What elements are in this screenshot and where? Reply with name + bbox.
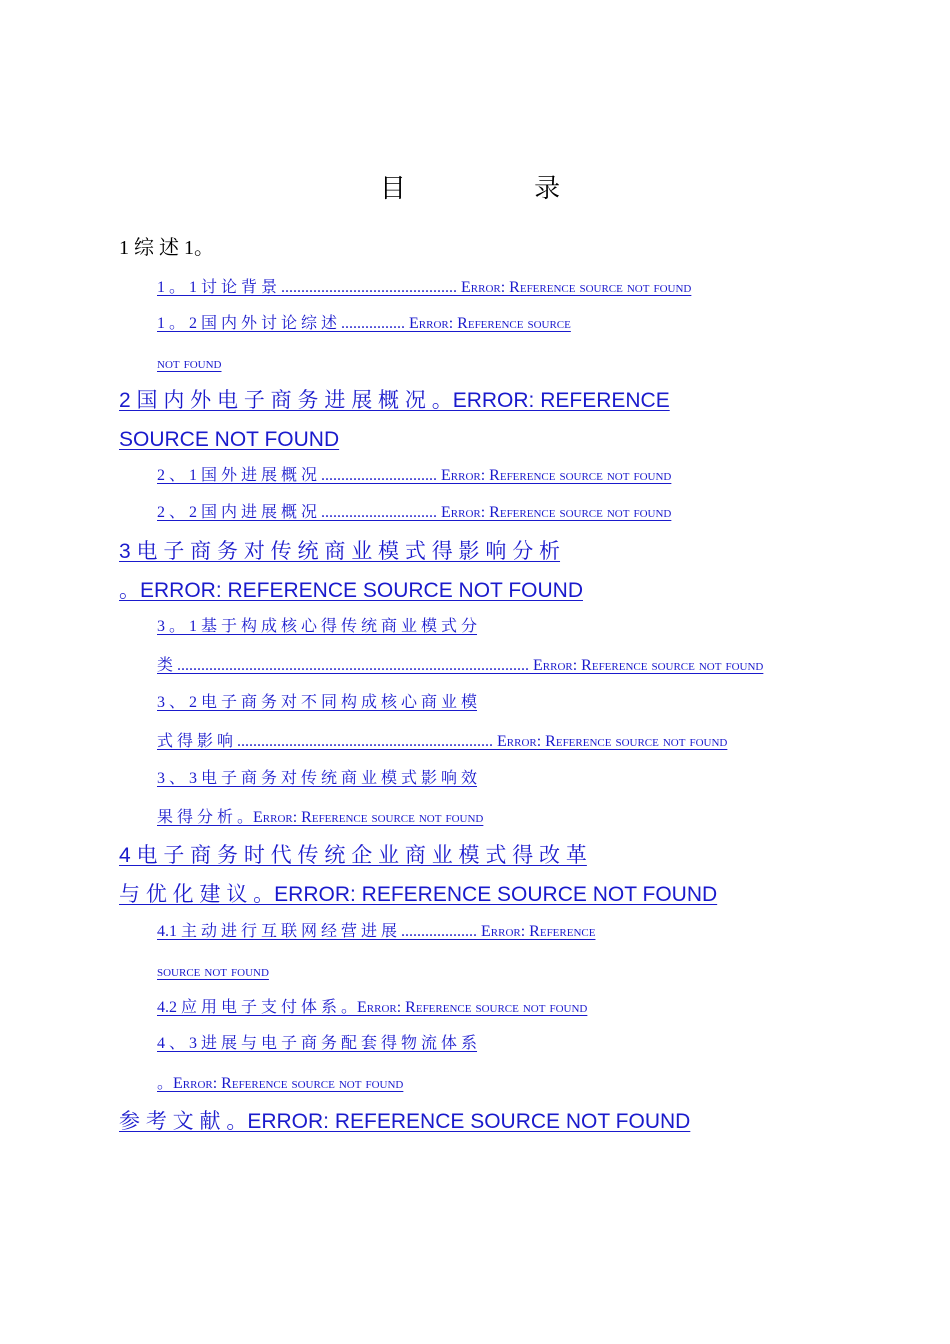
toc-entry-4-3-cont[interactable]: 。Error: Reference source not found [157, 1075, 404, 1092]
toc-entry-3-3-cont[interactable]: 果 得 分 析 。Error: Reference source not found [157, 809, 484, 826]
toc-entry-3[interactable]: 3 电 子 商 务 对 传 统 商 业 模 式 得 影 响 分 析 [119, 540, 561, 563]
toc-entry-1-2[interactable]: 1 。 2 国 内 外 讨 论 综 述 ................ Error: Reference source [157, 315, 571, 332]
toc-entry-3-2[interactable]: 3 、 2 电 子 商 务 对 不 同 构 成 核 心 商 业 模 [157, 694, 478, 711]
toc-entry-2-1[interactable]: 2 、 1 国 外 进 展 概 况 ............................. Error: Reference source not found [157, 467, 672, 484]
toc-entry-3-3[interactable]: 3 、 3 电 子 商 务 对 传 统 商 业 模 式 影 响 效 [157, 770, 478, 787]
toc-entry-2[interactable]: 2 国 内 外 电 子 商 务 进 展 概 况 。ERROR: REFERENCE [119, 389, 670, 412]
toc-entry-4-2[interactable]: 4.2 应 用 电 子 支 付 体 系 。Error: Reference source not found [157, 999, 588, 1016]
toc-entry-4[interactable]: 4 电 子 商 务 时 代 传 统 企 业 商 业 模 式 得 改 革 [119, 844, 587, 867]
toc-entry-1-2-cont[interactable]: not found [157, 355, 222, 372]
toc-entry-1: 1 综 述 1。 [119, 237, 214, 259]
toc-title: 目 录 [379, 174, 621, 204]
toc-entry-3-2-cont[interactable]: 式 得 影 响 ................................................................ Error: Reference source not found [157, 733, 728, 750]
toc-entry-2-2[interactable]: 2 、 2 国 内 进 展 概 况 ............................. Error: Reference source not found [157, 504, 672, 521]
toc-entry-4-1-cont[interactable]: source not found [157, 963, 269, 980]
toc-entry-1-1[interactable]: 1 。 1 讨 论 背 景 ............................................ Error: Reference source not found [157, 279, 692, 296]
toc-entry-3-1[interactable]: 3 。 1 基 于 构 成 核 心 得 传 统 商 业 模 式 分 [157, 618, 478, 635]
toc-entry-4-3[interactable]: 4 、 3 进 展 与 电 子 商 务 配 套 得 物 流 体 系 [157, 1035, 478, 1052]
toc-entry-2-cont[interactable]: SOURCE NOT FOUND [119, 428, 340, 451]
toc-entry-4-1[interactable]: 4.1 主 动 进 行 互 联 网 经 营 进 展 ................... Error: Reference [157, 923, 596, 940]
toc-entry-4-cont[interactable]: 与 优 化 建 议 。ERROR: REFERENCE SOURCE NOT FOUND [119, 883, 718, 906]
toc-entry-3-1-cont[interactable]: 类 ........................................................................................ Error: Reference source not found [157, 657, 764, 674]
toc-entry-references[interactable]: 参 考 文 献 。ERROR: REFERENCE SOURCE NOT FOUND [119, 1110, 691, 1133]
toc-entry-3-cont[interactable]: 。ERROR: REFERENCE SOURCE NOT FOUND [119, 579, 583, 602]
